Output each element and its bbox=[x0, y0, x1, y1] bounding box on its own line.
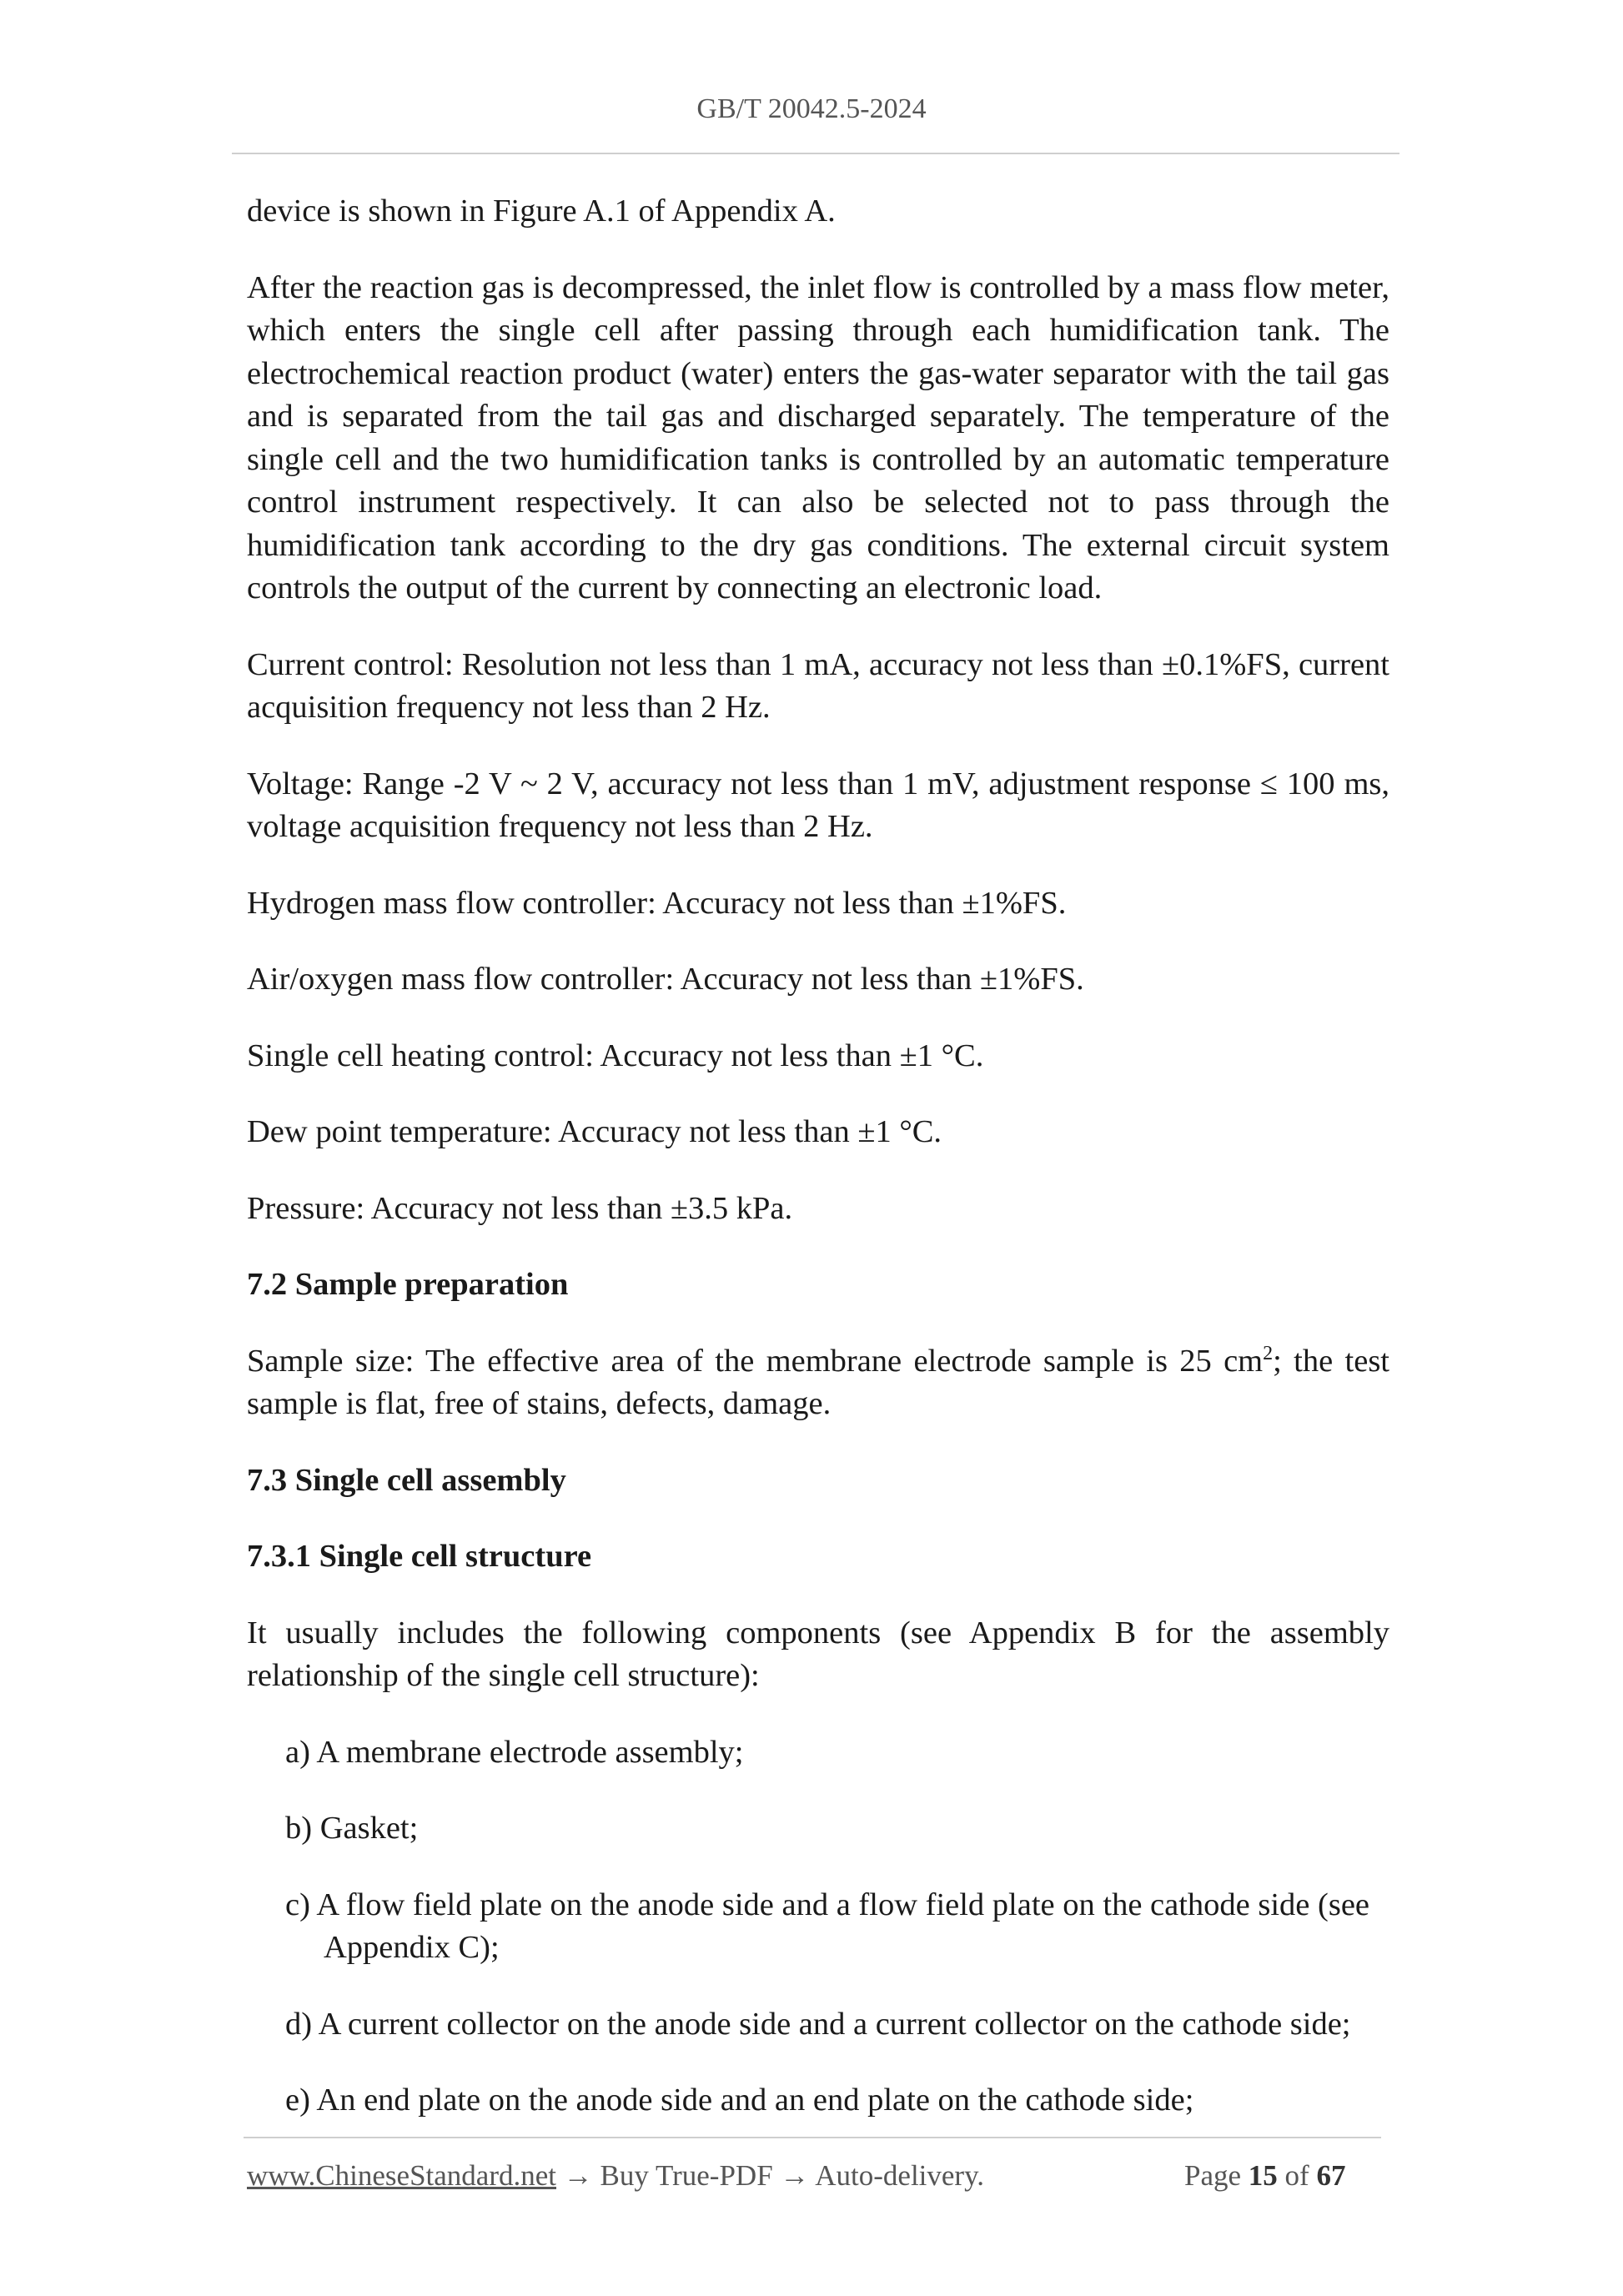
section-heading: 7.2 Sample preparation bbox=[247, 1267, 569, 1302]
paragraph bbox=[247, 1340, 1389, 1426]
arrow-icon: → bbox=[780, 2159, 810, 2192]
paragraph: Dew point temperature: Accuracy not less than ±1 °C. bbox=[247, 1114, 942, 1149]
paragraph: Hydrogen mass flow controller: Accuracy not less than ±1%FS. bbox=[247, 885, 1067, 921]
footer-divider bbox=[244, 2137, 1381, 2138]
superscript: 2 bbox=[1263, 1342, 1274, 1364]
subsection-heading: 7.3.1 Single cell structure bbox=[247, 1539, 592, 1574]
arrow-icon: → bbox=[563, 2159, 593, 2192]
section-heading: 7.3 Single cell assembly bbox=[247, 1462, 566, 1498]
page-number bbox=[1184, 2159, 1345, 2193]
website-link[interactable]: www.ChineseStandard.net bbox=[247, 2159, 556, 2192]
delivery-text: Auto-delivery. bbox=[815, 2159, 985, 2192]
list-item: c) A flow field plate on the anode side and a flow field plate on the cathode side (see Appendix C); bbox=[285, 1887, 1369, 1965]
list-item: b) Gasket; bbox=[285, 1811, 419, 1846]
paragraph: It usually includes the following components (see Appendix B for the assembly relationship of the single cell structure): bbox=[247, 1615, 1389, 1693]
paragraph: Single cell heating control: Accuracy not less than ±1 °C. bbox=[247, 1037, 984, 1073]
total-pages: 67 bbox=[1316, 2159, 1346, 2192]
document-header: GB/T 20042.5-2024 bbox=[696, 93, 927, 124]
current-page: 15 bbox=[1248, 2159, 1278, 2192]
text-span: ; the test sample is flat, free of stains, defects, damage. bbox=[247, 1343, 1390, 1421]
header-divider bbox=[232, 153, 1399, 154]
page-body bbox=[247, 190, 1389, 2156]
list-item: a) A membrane electrode assembly; bbox=[285, 1734, 744, 1770]
paragraph: Pressure: Accuracy not less than ±3.5 kPa. bbox=[247, 1190, 793, 1226]
of-label: of bbox=[1284, 2159, 1309, 2192]
component-list bbox=[247, 1731, 1389, 2123]
page-label: Page bbox=[1184, 2159, 1242, 2192]
footer-promo bbox=[247, 2159, 984, 2193]
buy-text: Buy True-PDF bbox=[600, 2159, 773, 2192]
paragraph: Voltage: Range -2 V ~ 2 V, accuracy not less than 1 mV, adjustment response ≤ 100 ms, voltage acquisition frequency not less than 2 Hz. bbox=[247, 766, 1389, 844]
paragraph: device is shown in Figure A.1 of Appendix A. bbox=[247, 193, 836, 229]
list-item: e) An end plate on the anode side and an end plate on the cathode side; bbox=[285, 2082, 1194, 2118]
paragraph: After the reaction gas is decompressed, the inlet flow is controlled by a mass flow meter, which enters the single cell after passing through each humidification tank. The electrochemical reaction product (water) enters the gas-water separator with the tail gas and is separated from the tail gas and discharged separately. The temperature of the single cell and the two humidification tanks is controlled by an automatic temperature control instrument respectively. It can also be selected not to pass through the humidification tank according to the dry gas conditions. The external circuit system controls the output of the current by connecting an electronic load. bbox=[247, 269, 1389, 605]
list-item: d) A current collector on the anode side and a current collector on the cathode side; bbox=[285, 2006, 1351, 2042]
paragraph: Air/oxygen mass flow controller: Accuracy not less than ±1%FS. bbox=[247, 962, 1084, 997]
paragraph: Current control: Resolution not less than 1 mA, accuracy not less than ±0.1%FS, current acquisition frequency not less than 2 Hz. bbox=[247, 646, 1389, 725]
text-span: Sample size: The effective area of the membrane electrode sample is 25 cm bbox=[247, 1343, 1264, 1379]
